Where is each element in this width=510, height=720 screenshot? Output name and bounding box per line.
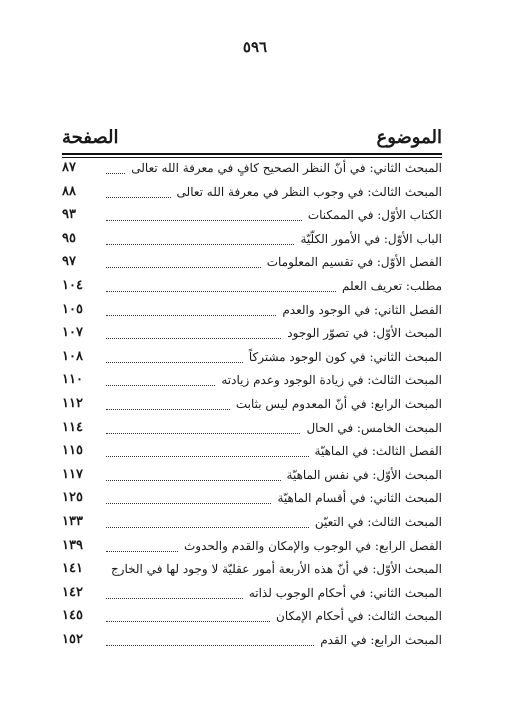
toc-entry (62, 302, 442, 326)
toc-entry-page-number: ١٠٥ (62, 301, 83, 317)
toc-entry-topic: الفصل الثاني: في الوجود والعدم (282, 302, 442, 317)
toc-entry-page-number: ١١٢ (62, 395, 83, 411)
toc-entry-topic: المبحث الثاني: في أنّ النظر الصحيح كافٍ في معرفة الله تعالى (131, 161, 442, 175)
dot-leader (106, 172, 125, 174)
toc-entry-topic: مطلب: تعريف العلم (342, 278, 442, 293)
toc-entry (62, 514, 442, 538)
toc-entry-page-number: ١٣٩ (62, 537, 83, 553)
toc-entry-topic: الكتاب الأوّل: في الممكنات (307, 208, 442, 223)
toc-entry-topic: المبحث الثاني: في أقسام الماهيّة (277, 491, 442, 506)
dot-leader (106, 243, 294, 245)
toc-entry-page-number: ١٥٢ (62, 631, 83, 647)
toc-entry-page-number: ٩٣ (62, 207, 76, 223)
toc-entry (62, 420, 442, 444)
toc-entry (62, 254, 442, 278)
dot-leader (106, 337, 281, 339)
page-number: ٥٩٦ (242, 38, 268, 56)
toc-entry-page-number: ١٣٣ (62, 513, 83, 529)
dot-leader (106, 384, 215, 386)
toc-entry-page-number: ١١٥ (62, 443, 83, 459)
toc-entry (62, 467, 442, 491)
dot-leader (106, 597, 243, 599)
dot-leader (106, 644, 314, 646)
toc-entry-topic: المبحث الأوّل: في أنّ هذه الأربعة أمور عقليّة لا وجود لها في الخارج (110, 562, 442, 577)
toc-entry-topic: الفصل الثالث: في الماهيّة (314, 444, 442, 459)
toc-entry (62, 443, 442, 467)
dot-leader (106, 526, 309, 528)
toc-entry (62, 632, 442, 656)
dot-leader (106, 620, 270, 622)
toc-entry-topic: المبحث الثاني: في أحكام الوجوب لذاته (248, 585, 442, 600)
toc-entry-topic: المبحث الثالث: في التعيّن (314, 514, 442, 529)
dot-leader (106, 550, 178, 552)
toc-entry-topic: المبحث الخامس: في الحال (306, 420, 442, 435)
toc-entry-topic: المبحث الثاني: في كون الوجود مشتركاً (248, 349, 442, 364)
toc-entry-page-number: ١٠٨ (62, 348, 83, 364)
toc-entry-topic: المبحث الرابع: في أنّ المعدوم ليس بثابت (235, 396, 442, 411)
toc-entry (62, 561, 442, 585)
toc-entry-page-number: ١٠٧ (62, 325, 83, 341)
toc-entry-page-number: ١١٠ (62, 372, 83, 388)
toc-header (62, 124, 442, 150)
toc-entry (62, 608, 442, 632)
toc-entry (62, 396, 442, 420)
toc-entry-page-number: ١١٧ (62, 466, 83, 482)
dot-leader (106, 361, 243, 363)
toc-entry-topic: المبحث الثالث: في وجوب النظر في معرفة الله تعالى (176, 184, 442, 199)
toc-entry-page-number: ٩٥ (62, 230, 76, 246)
toc-entry (62, 160, 442, 184)
toc-entry-topic: الباب الأوّل: في الأمور الكلّيّة (300, 231, 442, 246)
toc-entry-topic: المبحث الرابع: في القدم (320, 632, 442, 647)
header-rule-thin (62, 157, 442, 158)
toc-entry (62, 231, 442, 255)
toc-entry-topic: الفصل الأوّل: في تقسيم المعلومات (266, 255, 442, 270)
toc-entry-topic: المبحث الثالث: في زيادة الوجود وعدم زيادته (221, 373, 442, 388)
toc-entry-page-number: ١٢٥ (62, 490, 83, 506)
toc-entry (62, 538, 442, 562)
toc-entry-page-number: ٩٧ (62, 254, 76, 270)
toc-entry-page-number: ١٤١ (62, 561, 83, 577)
toc-entry (62, 184, 442, 208)
dot-leader (106, 196, 171, 198)
toc-entry (62, 207, 442, 231)
page-column-label: الصفحة (62, 126, 119, 148)
dot-leader (106, 408, 230, 410)
dot-leader (106, 219, 302, 221)
toc-entry-page-number: ١٤٢ (62, 584, 83, 600)
topic-column-label: الموضوع (376, 126, 442, 148)
dot-leader (106, 266, 261, 268)
dot-leader (106, 455, 309, 457)
toc-entry-page-number: ١٠٤ (62, 277, 83, 293)
header-rule-thick (62, 153, 442, 155)
table-of-contents (62, 160, 442, 655)
toc-entry (62, 585, 442, 609)
dot-leader (106, 502, 271, 504)
toc-entry-page-number: ٨٨ (62, 183, 76, 199)
toc-entry-topic: الفصل الرابع: في الوجوب والإمكان والقدم والحدوث (184, 538, 442, 553)
toc-entry-topic: المبحث الأوّل: في تصوّر الوجود (287, 326, 442, 341)
dot-leader (106, 432, 300, 434)
toc-entry (62, 325, 442, 349)
toc-entry-topic: المبحث الأوّل: في نفس الماهيّة (286, 467, 442, 482)
toc-entry (62, 372, 442, 396)
dot-leader (106, 479, 281, 481)
dot-leader (106, 290, 336, 292)
toc-entry (62, 278, 442, 302)
toc-entry-topic: المبحث الثالث: في أحكام الإمكان (276, 609, 442, 624)
toc-entry (62, 349, 442, 373)
toc-entry-page-number: ١٤٥ (62, 608, 83, 624)
toc-entry-page-number: ١١٤ (62, 419, 83, 435)
dot-leader (106, 314, 276, 316)
toc-entry-page-number: ٨٧ (62, 160, 76, 175)
toc-entry (62, 490, 442, 514)
